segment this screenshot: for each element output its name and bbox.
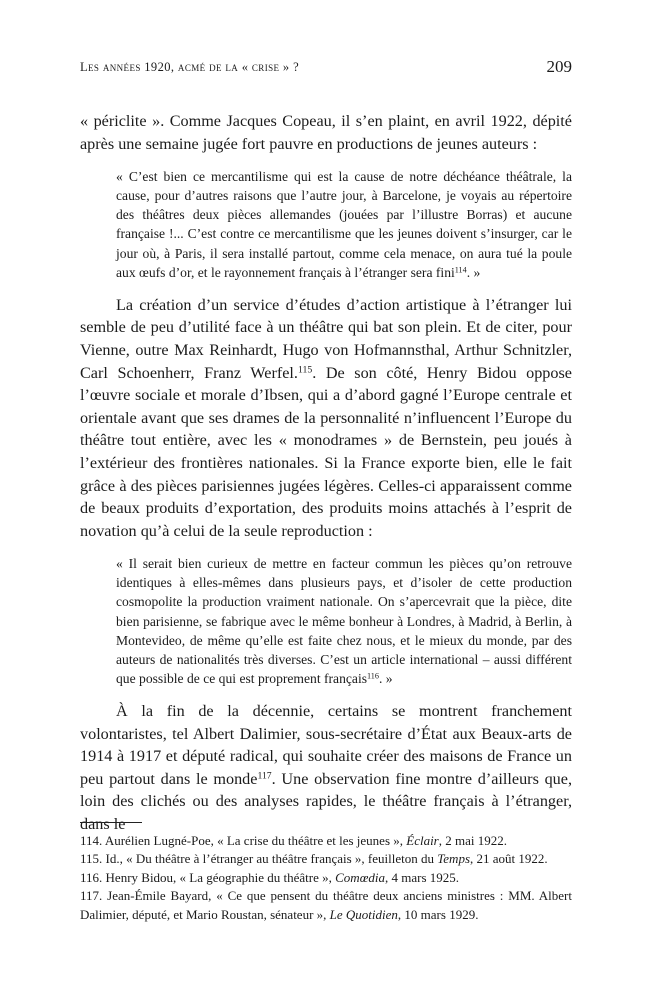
- footnote-source: Temps: [437, 851, 471, 867]
- footnote-number: 115.: [80, 851, 103, 867]
- footnote-number: 117.: [80, 888, 103, 904]
- footnote-source: Éclair: [406, 833, 439, 848]
- block-quote-1: [116, 167, 572, 282]
- footnote-text: Id., « Du théâtre à l’étranger au théâtre français », feuilleton du: [105, 851, 438, 867]
- running-head: [80, 58, 572, 80]
- note-ref-116: 116: [367, 671, 379, 681]
- quote-1-end: . »: [466, 264, 481, 280]
- footnote-date: , 4 mars 1925.: [384, 869, 460, 885]
- footnote-source: Le Quotidien: [329, 906, 398, 922]
- note-ref-117: 117: [257, 770, 272, 782]
- body-text: [80, 110, 572, 836]
- footnote-text: Henry Bidou, « La géographie du théâtre »,: [105, 869, 336, 885]
- quote-2-end: . »: [378, 670, 393, 686]
- footnote-116: [80, 869, 572, 887]
- footnote-117: [80, 887, 572, 924]
- note-ref-114: 114: [454, 265, 467, 275]
- block-quote-2: [116, 554, 572, 688]
- footnote-number: 116.: [80, 869, 103, 885]
- footnote-date: , 21 août 1922.: [470, 851, 548, 867]
- paragraph-3-text-a: À la fin de la décennie, certains se montrent franchement volontaristes, tel Albert Dalimier, sous-secrétaire d’État aux Beaux-arts de 1914 à 1917 et député radical, qui souhaite créer des maisons de France un peu partout dans le monde: [80, 701, 572, 788]
- footnote-text: Jean-Émile Bayard, « Ce que pensent du théâtre deux anciens ministres : MM. Albert Dalimier, député, et Mario Roustan, sénateur »,: [80, 888, 572, 922]
- paragraph-2: [80, 294, 572, 543]
- footnote-rule: [80, 822, 142, 823]
- page-number: 209: [546, 57, 572, 76]
- paragraph-3-text-b: . Une observation fine montre d’ailleurs que, loin des clichés ou des analyses rapides, le théâtre français à l’étranger, dans le: [80, 769, 572, 833]
- quote-2-text: « Il serait bien curieux de mettre en facteur commun les pièces qu’on retrouve identiques à elles-mêmes dans plusieurs pays, et d’isoler de cette production cosmopolite la production vraiment nationale. On s’apercevrait que la pièce, dite bien parisienne, se fabrique avec le même bonheur à Londres, à Madrid, à Berlin, à Montevideo, de même qu’elle est faite chez nous, et le mieux du monde, par des auteurs de nationalités très diverses. C’est un article international – aussi différent que possible de ce qui est proprement français: [116, 556, 572, 686]
- note-ref-115: 115: [297, 364, 313, 376]
- footnotes: [80, 822, 572, 924]
- quote-1-text: « C’est bien ce mercantilisme qui est la cause de notre déchéance théâtrale, la cause, pour d’autres raisons que l’autre jour, à Barcelone, je voyais au répertoire des théâtres deux pièces allemandes (jouées par l’illustre Borras) et aucune française !... C’est contre ce mercantilisme que les jeunes doivent s’insurger, car le jour où, à Paris, il sera installé partout, comme cela menace, on aura tué la poule aux œufs d’or, et le rayonnement français à l’étranger sera fini: [116, 169, 572, 280]
- footnote-number: 114.: [80, 833, 103, 848]
- running-head-title: Les années 1920, acmé de la « crise » ?: [80, 60, 300, 74]
- footnote-115: [80, 850, 572, 868]
- footnote-date: , 10 mars 1929.: [397, 906, 479, 922]
- footnote-114: [80, 832, 572, 850]
- paragraph-2-text-a: La création d’un service d’études d’action artistique à l’étranger lui semble de peu d’utilité face à un théâtre qui bat son plein. Et de citer, pour Vienne, outre Max Reinhardt, Hugo von Hofmannsthal, Arthur Schnitzler, Carl Schoenherr, Franz Werfel.: [80, 295, 572, 382]
- footnote-date: , 2 mai 1922.: [438, 833, 507, 848]
- paragraph-3: [80, 700, 572, 836]
- footnote-text: Aurélien Lugné-Poe, « La crise du théâtre et les jeunes »,: [104, 833, 407, 848]
- footnote-source: Comœdia: [335, 869, 385, 885]
- paragraph-1: « périclite ». Comme Jacques Copeau, il s’en plaint, en avril 1922, dépité après une semaine jugée fort pauvre en productions de jeunes auteurs :: [80, 112, 572, 153]
- paragraph-2-text-b: . De son côté, Henry Bidou oppose l’œuvre sociale et morale d’Ibsen, qui a d’abord gagné l’Europe centrale et orientale avant que ses drames de la personnalité n’influencent l’Europe du théâtre tout entière, avec les « monodrames » de Bernstein, peu joués à l’extérieur des frontières nationales. Si la France exporte bien, elle le fait grâce à des pièces parisiennes jugées légères. Celles-ci apparaissent comme de beaux produits d’exportation, des produits moins attachés à l’esprit de novation qu’à celui de la seule reproduction :: [80, 363, 572, 540]
